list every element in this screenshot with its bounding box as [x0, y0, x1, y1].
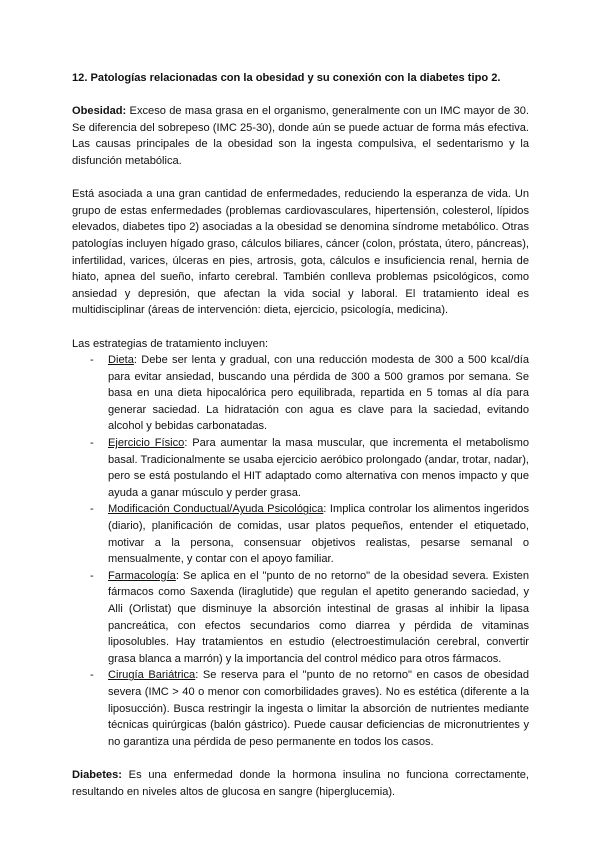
item-text: : Implica controlar los alimentos ingeridos (diario), planificación de comidas, usar platos pequeños, entender el etiquetado, motivar a la persona, consensuar objetivos realistas, pesarse semanal o mensualmente, y contar con el apoyo familiar. [108, 503, 529, 566]
item-text: : Se reserva para el "punto de no retorno" en casos de obesidad severa (IMC > 40 o menor con comorbilidades graves). No es estética (diferente a la liposucción). Busca restringir la ingesta o limitar la absorción de nutrientes mediante técnicas quirúrgicas (balón gástrico). Puede causar deficiencias de micronutrientes y no garantiza una pérdida de peso permanente en todos los casos. [108, 669, 530, 748]
item-text: : Debe ser lenta y gradual, con una reducción modesta de 300 a 500 kcal/día para evitar ansiedad, buscando una pérdida de 300 a 500 gramos por semana. Se basa en una dieta hipocalórica pero equilibrada, repartida en 5 tomas al día para generar saciedad. La hidratación con agua es clave para la saciedad, evitando alcohol y bebidas carbonatadas. [108, 354, 529, 433]
obesidad-paragraph [72, 103, 529, 169]
list-item-farmacologia [72, 568, 529, 668]
list-item-ejercicio [72, 435, 529, 501]
bullet-dash: - [90, 503, 94, 516]
item-label: Ejercicio Físico [108, 437, 185, 450]
asociada-paragraph: Está asociada a una gran cantidad de enfermedades, reduciendo la esperanza de vida. Un grupo de estas enfermedades (problemas cardiovasculares, hipertensión, colesterol, lípidos elevados, diabetes tipo 2) asociadas a la obesidad se denomina síndrome metabólico. Otras patologías incluyen hígado graso, cálculos biliares, cáncer (colon, próstata, útero, páncreas), infertilidad, varices, úlceras en pies, artrosis, gota, cálculos e insuficiencia renal, hernia de hiato, apnea del sueño, infarto cerebral. También conlleva problemas psicológicos, como ansiedad y depresión, que afectan la vida social y laboral. El tratamiento ideal es multidisciplinar (áreas de intervención: dieta, ejercicio, psicología, medicina). [72, 188, 529, 317]
bullet-dash: - [90, 437, 94, 450]
diabetes-term: Diabetes: [72, 768, 122, 781]
obesidad-term: Obesidad: [72, 105, 127, 118]
item-label: Modificación Conductual/Ayuda Psicológica [108, 503, 324, 516]
estrategias-intro: Las estrategias de tratamiento incluyen: [72, 337, 269, 350]
item-label: Farmacología [108, 569, 176, 582]
obesidad-text: Exceso de masa grasa en el organismo, generalmente con un IMC mayor de 30. Se diferencia del sobrepeso (IMC 25-30), donde aún se puede actuar de forma más efectiva. Las causas principales de la obesidad son la ingesta compulsiva, el sedentarismo y la disfunción metabólica. [72, 105, 529, 167]
item-label: Dieta [108, 354, 134, 367]
item-label: Cirugía Bariátrica [108, 669, 196, 682]
list-item-cirugia [72, 667, 529, 750]
diabetes-paragraph [72, 767, 529, 800]
item-text: : Se aplica en el "punto de no retorno" de la obesidad severa. Existen fármacos como Saxenda (liraglutide) que regulan el apetito generando saciedad, y Alli (Orlistat) que disminuye la absorción intestinal de grasas al inhibir la lipasa pancreática, con efectos secundarios como diarrea y pérdida de vitaminas liposolubles. Hay tratamientos en estudio (electroestimulación cerebral, convertir grasa blanca a marrón) y la importancia del control médico para otros fármacos. [108, 569, 529, 665]
item-text: : Para aumentar la masa muscular, que incrementa el metabolismo basal. Tradicionalmente se usaba ejercicio aeróbico prolongado (andar, trotar, nadar), pero se está postulando el HIT adaptado como alternativa con menos impacto y que ayuda a ganar músculo y perder grasa. [108, 437, 529, 499]
list-item-dieta [72, 352, 529, 435]
bullet-dash: - [90, 569, 94, 582]
list-item-modificacion [72, 501, 529, 567]
bullet-dash: - [90, 669, 94, 682]
section-title: 12. Patologías relacionadas con la obesidad y su conexión con la diabetes tipo 2. [72, 72, 501, 84]
bullet-dash: - [90, 354, 94, 367]
estrategias-list [72, 352, 529, 750]
diabetes-text: Es una enfermedad donde la hormona insulina no funciona correctamente, resultando en niveles altos de glucosa en sangre (hiperglucemia). [72, 768, 529, 798]
document-page [72, 70, 529, 800]
